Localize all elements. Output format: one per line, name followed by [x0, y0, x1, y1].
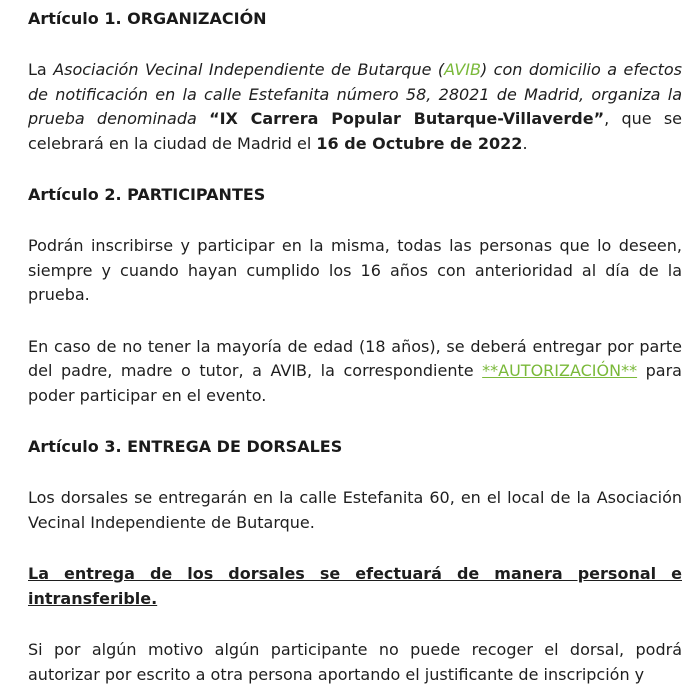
text-segment: , que se celebrará en la ciudad de Madrid el: [28, 109, 683, 153]
article-1-heading: Artículo 1. ORGANIZACIÓN: [28, 9, 267, 28]
article-2-paragraph-1: Podrán inscribirse y participar en la misma, todas las personas que lo deseen, siempre y cuando hayan cumplido los 16 años con anterioridad al día de la prueba.: [28, 236, 682, 304]
article-3-heading: Artículo 3. ENTREGA DE DORSALES: [28, 437, 343, 456]
article-2-heading: Artículo 2. PARTICIPANTES: [28, 185, 266, 204]
text-segment: En caso de no tener la mayoría de edad (18 años), se deberá entregar por parte del padre, madre o tutor, a AVIB, la correspondiente: [28, 336, 682, 380]
acronym-avib: AVIB: [444, 60, 481, 79]
article-3-paragraph-1: Los dorsales se entregarán en la calle Estefanita 60, en el local de la Asociación Vecinal Independiente de Butarque.: [28, 488, 682, 532]
article-3-paragraph-3: Si por algún motivo algún participante no puede recoger el dorsal, podrá autorizar por escrito a otra persona aportando el justificante de inscripción y: [28, 640, 682, 684]
association-name: Asociación Vecinal Independiente de Butarque: [53, 60, 432, 79]
article-1-paragraph: [28, 58, 682, 156]
text-segment: para poder participar en el evento.: [28, 361, 682, 405]
text-segment: .: [522, 133, 528, 153]
text-segment: (: [431, 60, 445, 79]
race-name: “IX Carrera Popular Butarque-Villaverde”: [209, 109, 605, 128]
article-3-notice: La entrega de los dorsales se efectuará de manera personal e intransferible.: [28, 564, 682, 608]
autorizacion-link[interactable]: **AUTORIZACIÓN**: [482, 361, 638, 380]
race-date: 16 de Octubre de 2022: [316, 133, 523, 153]
text-segment: La: [28, 60, 54, 79]
document: [28, 6, 682, 687]
article-2-paragraph-2: [28, 335, 682, 409]
text-segment: ) con domicilio a efectos de notificación en la calle Estefanita número 58, 28021 de Madrid, organiza la prueba denominada: [28, 60, 683, 128]
